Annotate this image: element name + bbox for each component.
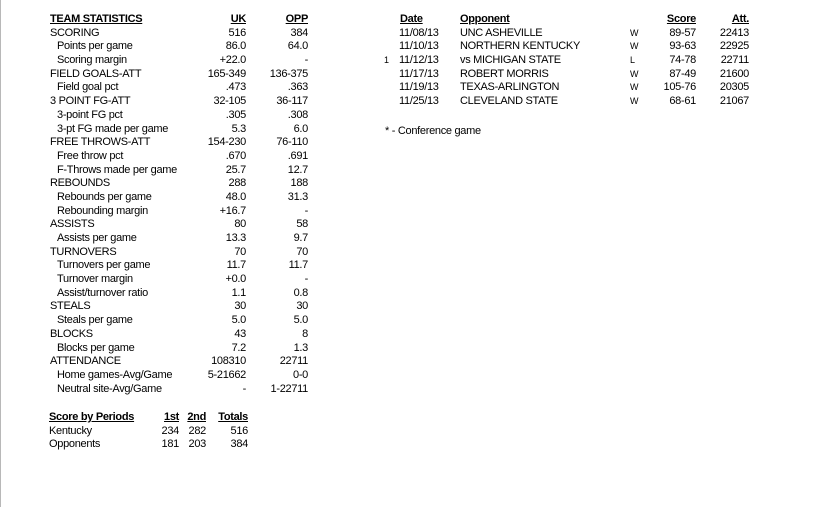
game-attendance: 22413 <box>719 26 749 39</box>
period-total: 516 <box>230 424 248 437</box>
stat-label: Free throw pct <box>57 149 124 162</box>
conference-game-note: * - Conference game <box>385 125 481 137</box>
opponent-column-header: Opponent <box>460 13 510 25</box>
stat-row <box>50 328 312 342</box>
stat-label: Turnover margin <box>57 273 133 286</box>
stat-opp-value: 384 <box>290 26 308 39</box>
schedule-header <box>380 13 760 27</box>
game-result: L <box>630 55 635 66</box>
stat-uk-value: +22.0 <box>219 54 246 67</box>
attendance-column-header: Att. <box>731 13 749 25</box>
period-row <box>49 438 249 452</box>
stat-uk-value: 5.0 <box>231 314 246 327</box>
page-left-border <box>0 0 1 507</box>
stat-uk-value: 48.0 <box>225 190 246 203</box>
stat-row <box>50 27 312 41</box>
opp-column-header: OPP <box>285 13 308 25</box>
period-second-half: 282 <box>188 424 206 437</box>
stat-row <box>50 123 312 137</box>
game-row <box>380 95 760 109</box>
stat-opp-value: 5.0 <box>293 314 308 327</box>
stat-label: BLOCKS <box>50 327 93 340</box>
stat-opp-value: 30 <box>296 300 308 313</box>
stat-opp-value: 1.3 <box>293 341 308 354</box>
stat-opp-value: 6.0 <box>293 122 308 135</box>
game-row <box>380 27 760 41</box>
game-row <box>380 81 760 95</box>
stat-label: Field goal pct <box>57 81 119 94</box>
game-attendance: 22711 <box>720 54 749 67</box>
stat-uk-value: - <box>242 382 246 395</box>
stat-uk-value: +0.0 <box>225 273 246 286</box>
stat-opp-value: 1-22711 <box>270 382 308 395</box>
stat-row <box>50 218 312 232</box>
period-row <box>49 425 249 439</box>
stat-uk-value: 11.7 <box>226 259 246 272</box>
stat-row <box>50 314 312 328</box>
game-result: W <box>630 82 639 93</box>
stat-opp-value: .363 <box>287 81 308 94</box>
game-opponent: vs MICHIGAN STATE <box>460 54 561 67</box>
stat-uk-value: 108310 <box>211 355 246 368</box>
stat-uk-value: 80 <box>234 218 246 231</box>
stat-label: Rebounding margin <box>57 204 148 217</box>
stat-label: ASSISTS <box>50 218 95 231</box>
stat-opp-value: 0-0 <box>293 368 308 381</box>
score-by-periods-title: Score by Periods <box>49 411 135 423</box>
game-result: W <box>630 96 639 107</box>
stat-row <box>50 205 312 219</box>
stat-label: Neutral site-Avg/Game <box>57 382 162 395</box>
game-attendance: 21600 <box>719 67 749 80</box>
period-team: Opponents <box>49 438 101 451</box>
stat-opp-value: 22711 <box>279 355 308 368</box>
stat-uk-value: 70 <box>234 245 246 258</box>
stat-opp-value: .308 <box>287 108 308 121</box>
stat-label: Turnovers per game <box>57 259 151 272</box>
stat-opp-value: .691 <box>287 149 308 162</box>
stat-label: Points per game <box>57 40 133 53</box>
second-half-header: 2nd <box>187 411 206 423</box>
stat-uk-value: 7.2 <box>231 341 246 354</box>
stat-label: FIELD GOALS-ATT <box>50 67 142 80</box>
game-opponent: CLEVELAND STATE <box>460 95 558 108</box>
game-result: W <box>630 68 639 79</box>
stat-uk-value: 165-349 <box>207 67 246 80</box>
game-row <box>380 68 760 82</box>
stat-label: Rebounds per game <box>57 190 152 203</box>
stat-label: Assists per game <box>57 232 137 244</box>
game-marker: 1 <box>384 55 389 66</box>
score-by-periods-table <box>49 411 249 452</box>
stat-uk-value: .305 <box>225 108 246 121</box>
game-score: 93-63 <box>669 40 696 53</box>
stat-row <box>50 342 312 356</box>
game-date: 11/08/13 <box>399 26 439 39</box>
team-statistics-table <box>50 13 312 396</box>
stat-opp-value: 76-110 <box>276 136 308 149</box>
score-by-periods-header <box>49 411 249 425</box>
stat-uk-value: 1.1 <box>231 286 246 299</box>
stat-row <box>50 355 312 369</box>
stat-row <box>50 273 312 287</box>
stat-label: ATTENDANCE <box>50 355 121 368</box>
first-half-header: 1st <box>164 411 179 423</box>
stat-opp-value: 31.3 <box>287 190 308 203</box>
team-statistics-title: TEAM STATISTICS <box>50 13 143 25</box>
stat-label: REBOUNDS <box>50 177 110 190</box>
stat-opp-value: 64.0 <box>287 40 308 53</box>
stat-row <box>50 40 312 54</box>
stat-opp-value: 188 <box>290 177 308 190</box>
game-opponent: UNC ASHEVILLE <box>460 26 543 39</box>
stat-label: Home games-Avg/Game <box>57 368 173 381</box>
stat-opp-value: 8 <box>302 327 308 340</box>
stat-opp-value: - <box>304 204 308 217</box>
stat-uk-value: 13.3 <box>225 232 246 244</box>
period-total: 384 <box>230 438 248 451</box>
stat-label: Blocks per game <box>57 341 135 354</box>
stat-row <box>50 232 312 246</box>
stat-label: 3 POINT FG-ATT <box>50 95 131 108</box>
stat-row <box>50 177 312 191</box>
stat-label: Assist/turnover ratio <box>57 286 148 299</box>
stat-row <box>50 300 312 314</box>
stat-uk-value: +16.7 <box>219 204 246 217</box>
game-attendance: 21067 <box>719 95 749 108</box>
game-date: 11/17/13 <box>399 67 439 80</box>
stat-opp-value: 0.8 <box>293 286 308 299</box>
game-date: 11/12/13 <box>399 54 439 67</box>
game-score: 68-61 <box>669 95 696 108</box>
game-attendance: 20305 <box>719 81 749 94</box>
stat-uk-value: 154-230 <box>207 136 246 149</box>
stat-opp-value: 70 <box>296 245 308 258</box>
stat-opp-value: - <box>304 54 308 67</box>
score-column-header: Score <box>666 13 696 25</box>
game-opponent: ROBERT MORRIS <box>460 67 549 80</box>
stat-row <box>50 136 312 150</box>
stat-opp-value: - <box>304 273 308 286</box>
schedule-table <box>380 13 760 109</box>
stat-opp-value: 58 <box>296 218 308 231</box>
game-score: 74-78 <box>669 54 696 67</box>
game-row <box>380 54 760 68</box>
stat-uk-value: 5-21662 <box>207 368 246 381</box>
uk-column-header: UK <box>230 13 246 25</box>
stat-row <box>50 68 312 82</box>
stat-uk-value: 516 <box>228 26 246 39</box>
stat-uk-value: .670 <box>225 149 246 162</box>
period-first-half: 234 <box>161 424 179 437</box>
stat-row <box>50 150 312 164</box>
stat-row <box>50 191 312 205</box>
stat-uk-value: 32-105 <box>213 95 246 108</box>
game-date: 11/25/13 <box>399 95 439 108</box>
stat-label: Steals per game <box>57 314 133 327</box>
stat-label: F-Throws made per game <box>57 163 177 176</box>
game-score: 105-76 <box>663 81 696 94</box>
stat-opp-value: 11.7 <box>288 259 308 272</box>
stat-row <box>50 287 312 301</box>
stat-label: 3-pt FG made per game <box>57 122 169 135</box>
game-date: 11/10/13 <box>399 40 439 53</box>
stat-opp-value: 136-375 <box>269 67 308 80</box>
stat-opp-value: 36-117 <box>276 95 308 108</box>
stat-uk-value: 288 <box>228 177 246 190</box>
stat-row <box>50 259 312 273</box>
game-score: 87-49 <box>669 67 696 80</box>
totals-header: Totals <box>218 411 248 423</box>
stat-uk-value: 30 <box>234 300 246 313</box>
period-team: Kentucky <box>49 424 92 437</box>
game-opponent: TEXAS-ARLINGTON <box>460 81 560 94</box>
stat-opp-value: 12.7 <box>287 163 308 176</box>
stat-uk-value: 5.3 <box>231 122 246 135</box>
stat-row <box>50 369 312 383</box>
stat-label: FREE THROWS-ATT <box>50 136 151 149</box>
stat-label: SCORING <box>50 26 100 39</box>
stat-label: STEALS <box>50 300 91 313</box>
stat-uk-value: 43 <box>234 327 246 340</box>
stat-row <box>50 81 312 95</box>
date-column-header: Date <box>400 13 423 25</box>
stat-row <box>50 109 312 123</box>
game-opponent: NORTHERN KENTUCKY <box>460 40 580 53</box>
stat-row <box>50 54 312 68</box>
stat-uk-value: .473 <box>225 81 246 94</box>
stat-uk-value: 25.7 <box>225 163 246 176</box>
stat-row <box>50 383 312 397</box>
team-statistics-header <box>50 13 312 27</box>
game-row <box>380 40 760 54</box>
period-second-half: 203 <box>188 438 206 451</box>
stat-row <box>50 246 312 260</box>
stat-label: TURNOVERS <box>50 245 117 258</box>
game-score: 89-57 <box>669 26 696 39</box>
stat-uk-value: 86.0 <box>225 40 246 53</box>
stat-label: Scoring margin <box>57 54 127 67</box>
stat-row <box>50 164 312 178</box>
stat-label: 3-point FG pct <box>57 108 123 121</box>
game-date: 11/19/13 <box>399 81 439 94</box>
game-result: W <box>630 41 639 52</box>
stat-row <box>50 95 312 109</box>
game-attendance: 22925 <box>719 40 749 53</box>
stat-opp-value: 9.7 <box>293 232 308 244</box>
period-first-half: 181 <box>161 438 179 451</box>
game-result: W <box>630 27 639 38</box>
